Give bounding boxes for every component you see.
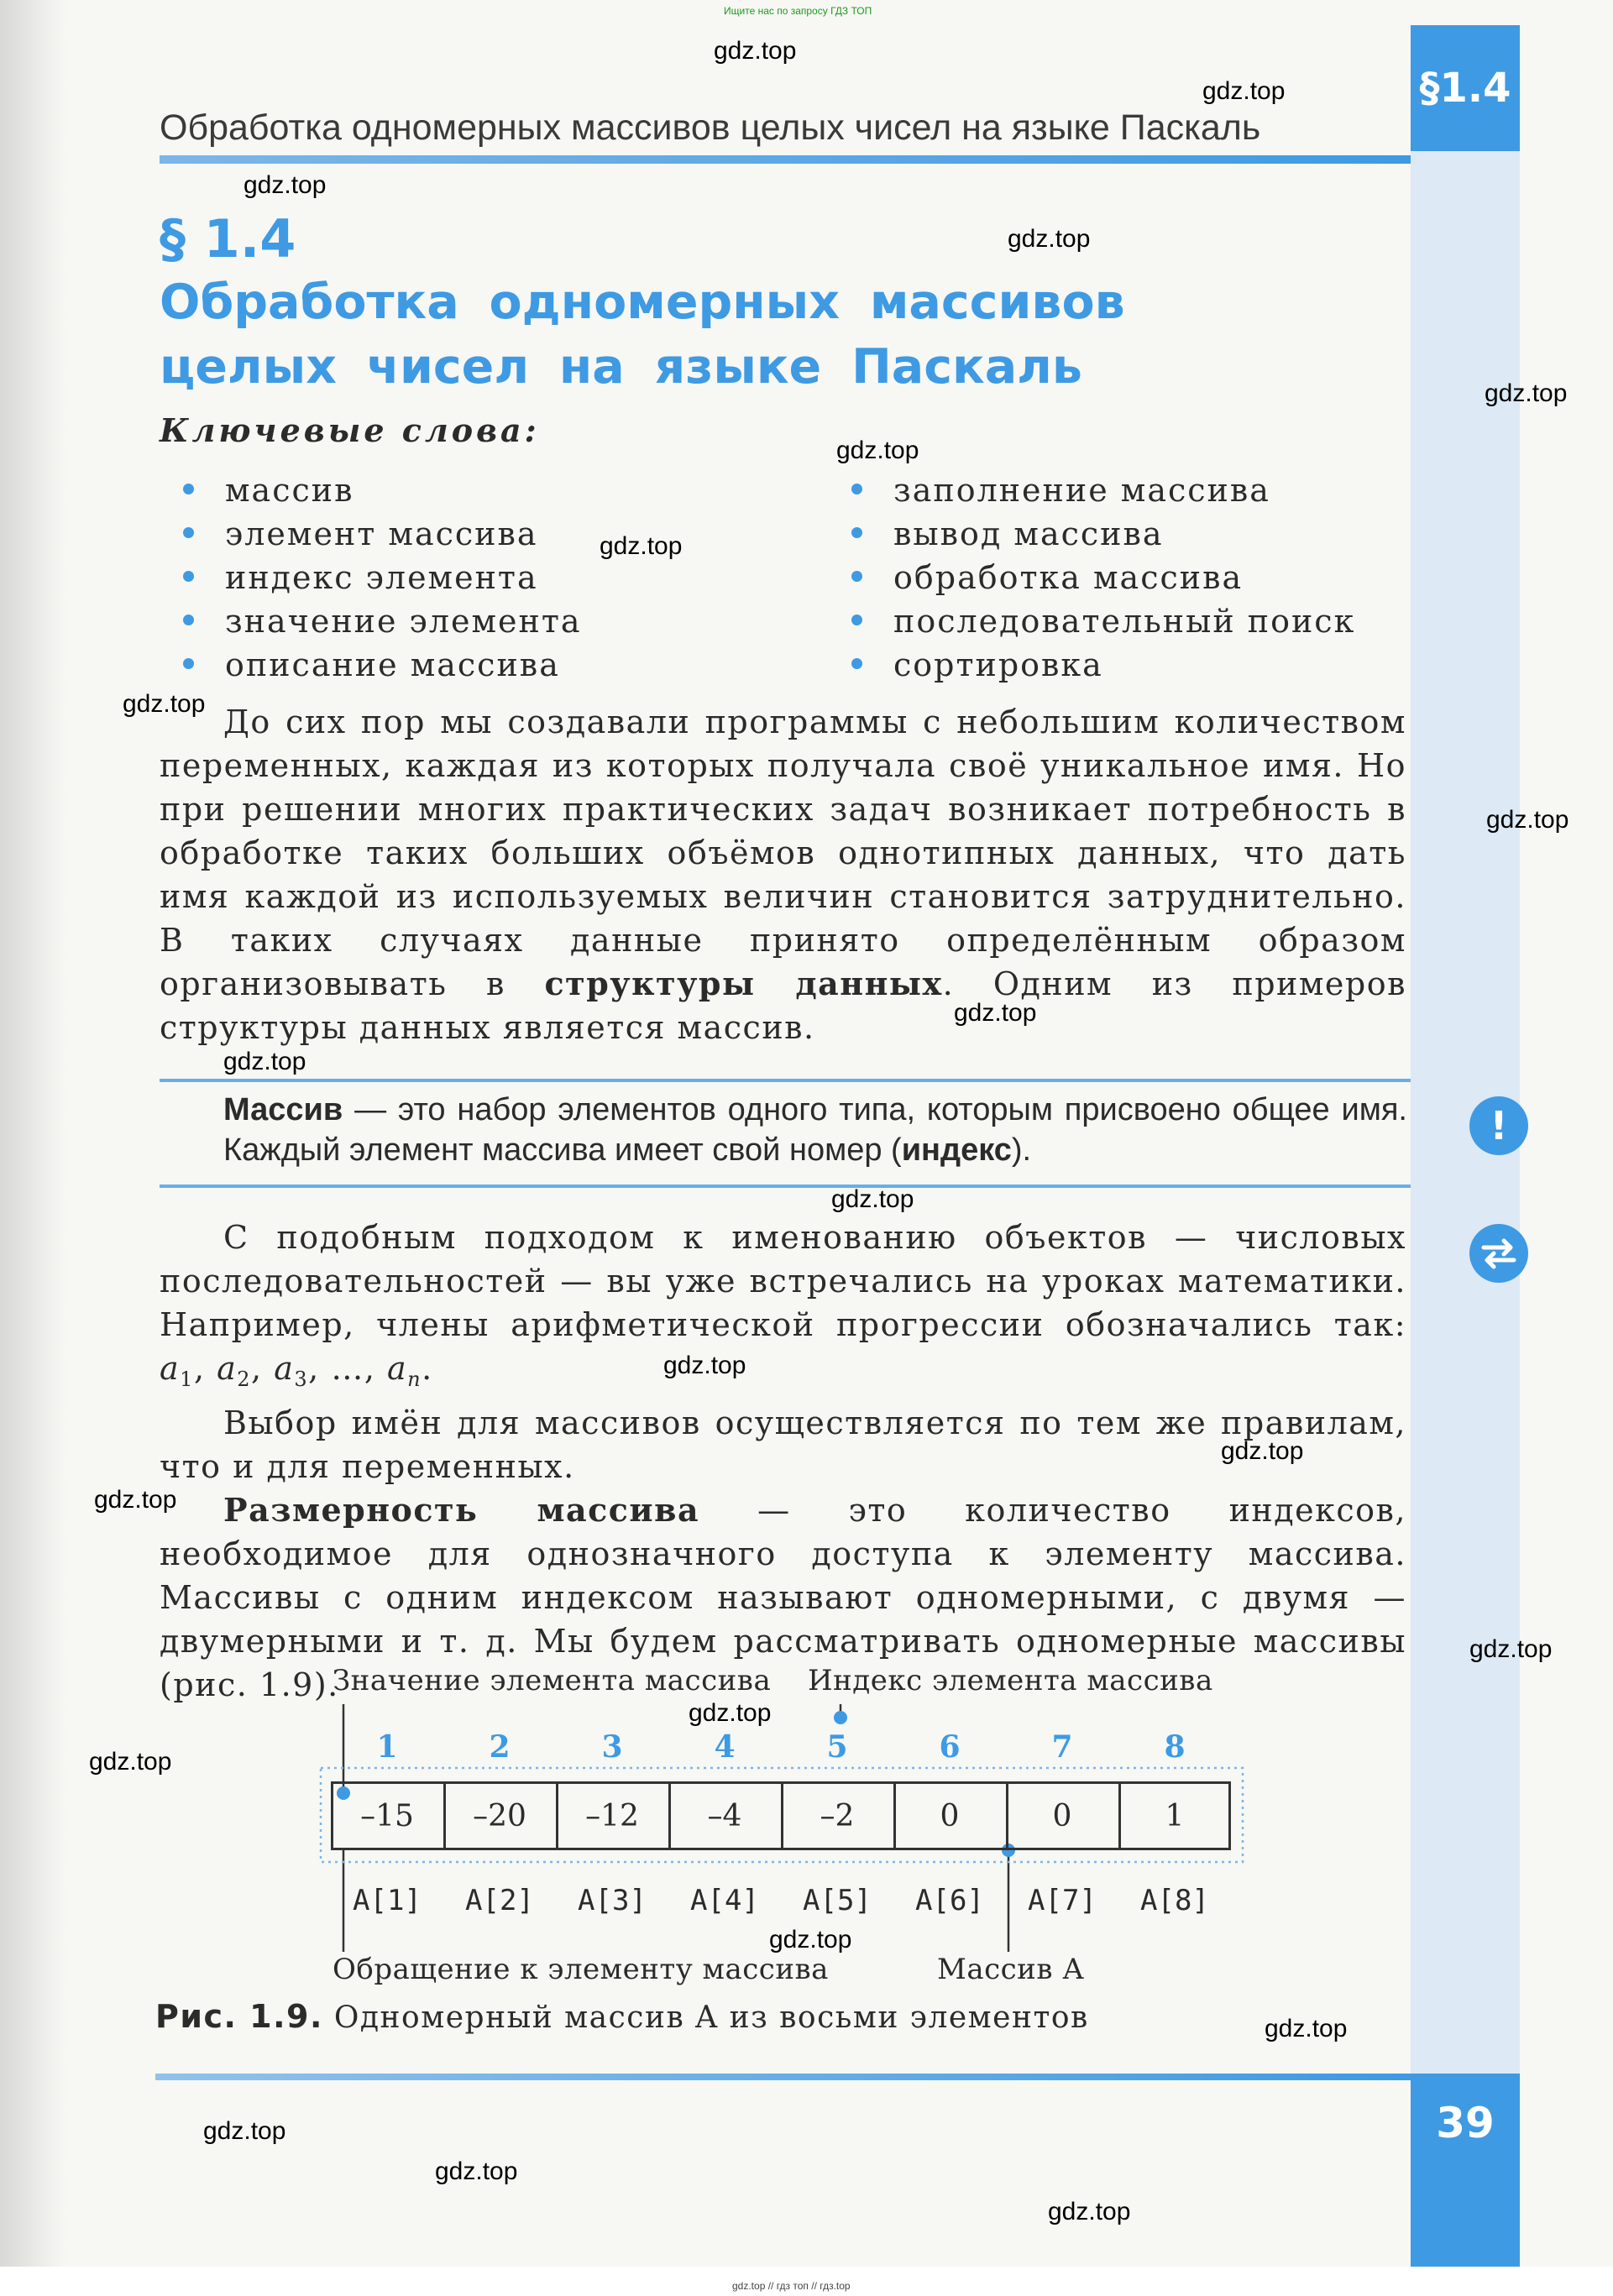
watermark: gdz.top [663,1352,746,1379]
array-index: 7 [1051,1729,1073,1765]
watermark: gdz.top [769,1926,852,1953]
exclamation-icon: ! [1469,1096,1528,1155]
watermark: gdz.top [89,1748,172,1776]
watermark: gdz.top [223,1048,306,1075]
section-title-line-1: Обработка одномерных массивов [160,275,1125,330]
array-cell: –12 [556,1781,671,1850]
keyword-item: заполнение массива [828,468,1355,512]
paragraph-math: С подобным подходом к именованию объектов — числовых последовательностей — вы уже встречались на уроках математики. Например, члены арифметической прогрессии обозначались так: $a_1$, $a_2$, $a_3$, …, $a_n$. Выбор имён для массивов осуществляется по тем же правилам, что и для переменных. Размерность массива — это количество индексов, необходимое для однозначного доступа к элементу массива. Массивы с одним индексом называют одномерными, с двумя — двумерными и т. д. Мы будем рассматривать одномерные массивы (рис. 1.9). [160,1216,1406,1707]
watermark: gdz.top [203,2117,286,2145]
array-element-name: A[3] [578,1884,647,1917]
paragraph-dimension: Размерность массива — это количество индексов, необходимое для однозначного доступа к элементу массива. Массивы с одним индексом называют одномерными, с двумя — двумерными и т. д. Мы будем рассматривать одномерные массивы (рис. 1.9). [160,1491,1406,1703]
keyword-item: значение элемента [160,599,582,643]
paragraph-names: Выбор имён для массивов осуществляется по тем же правилам, что и для переменных. [160,1404,1406,1485]
running-head: Обработка одномерных массивов целых чисел на языке Паскаль [160,107,1261,148]
array-index: 6 [939,1729,961,1765]
section-tab: §1.4 [1411,25,1520,151]
intro-paragraph: До сих пор мы создавали программы с небольшим количеством переменных, каждая из которых получала своё уникальное имя. Но при решении многих практических задач возникает потребность в обработке таких больших объёмов однотипных данных, что дать имя каждой из используемых величин становится затруднительно. В таких случаях данные принято определённым образом организовывать в структуры данных. Одним из примеров структуры данных является массив. [160,703,1406,1046]
top-banner: Ищите нас по запросу ГДЗ ТОП [724,5,872,17]
bottom-rule [155,2074,1411,2080]
figure-caption: Рис. 1.9. Одномерный массив A из восьми элементов [155,1998,1089,2035]
watermark: gdz.top [1048,2198,1131,2225]
array-index: 5 [826,1729,848,1765]
watermark: gdz.top [1008,225,1091,253]
definition-text: Массив — это набор элементов одного типа, которым присвоено общее имя. Каждый элемент массива имеет свой номер (индекс). [223,1092,1407,1168]
watermark: gdz.top [954,999,1037,1027]
watermark: gdz.top [1486,806,1569,834]
array-cell: –15 [331,1781,446,1850]
array-index: 8 [1164,1729,1186,1765]
array-cell: –2 [781,1781,896,1850]
bold-term: структуры данных [544,965,943,1002]
watermark: gdz.top [123,690,206,718]
keyword-item: сортировка [828,643,1355,687]
array-element-name: A[7] [1028,1884,1097,1917]
watermark: gdz.top [600,532,683,560]
keyword-item: вывод массива [828,512,1355,556]
dimension-term: Размерность массива [223,1491,700,1529]
section-title-line-2: целых чисел на языке Паскаль [160,339,1082,395]
array-element-name: A[4] [690,1884,759,1917]
watermark: gdz.top [714,37,797,65]
label-element-index: Индекс элемента массива [808,1664,1213,1697]
array-index: 4 [714,1729,736,1765]
array-index: 1 [376,1729,398,1765]
array-cell: 1 [1165,1798,1185,1833]
array-element-name: A[8] [1140,1884,1209,1917]
array-element-name: A[1] [353,1884,422,1917]
array-cell: 0 [893,1781,1008,1850]
keyword-item: описание массива [160,643,582,687]
caption-label: Рис. 1.9. [155,1998,323,2035]
array-index: 3 [601,1729,623,1765]
label-element-access: Обращение к элементу массива [333,1953,829,1986]
watermark: gdz.top [1202,77,1286,105]
watermark: gdz.top [94,1486,177,1514]
watermark: gdz.top [1221,1437,1304,1465]
keyword-item: элемент массива [160,512,582,556]
watermark: gdz.top [831,1185,914,1213]
watermark: gdz.top [1265,2015,1348,2042]
array-cell: 0 [1006,1781,1121,1850]
array-element-name: A[6] [915,1884,984,1917]
keywords-label: Ключевые слова: [160,411,540,449]
array-index: 2 [489,1729,511,1765]
section-number: § 1.4 [160,208,296,269]
array-cell: –20 [443,1781,558,1850]
watermark: gdz.top [1469,1635,1553,1663]
definition-index-term: индекс [901,1132,1012,1168]
watermark: gdz.top [1485,379,1568,407]
array-element-name: A[2] [465,1884,534,1917]
index-pointer-dot [834,1711,847,1724]
keyword-item: массив [160,468,582,512]
label-element-value: Значение элемента массива [333,1664,772,1697]
keyword-item: индекс элемента [160,556,582,599]
watermark: gdz.top [689,1699,772,1727]
page-number: 39 [1411,2074,1520,2267]
watermark: gdz.top [244,171,327,199]
array-element-name: A[5] [803,1884,872,1917]
watermark: gdz.top [836,437,919,464]
array-cell: –4 [668,1781,783,1850]
watermark: gdz.top [435,2157,518,2185]
label-array-name: Массив А [937,1953,1085,1986]
footer-watermark: gdz.top // гдз топ // гдз.top [732,2280,851,2292]
keyword-item: последовательный поиск [828,599,1355,643]
keyword-item: обработка массива [828,556,1355,599]
definition-term: Массив [223,1092,343,1127]
